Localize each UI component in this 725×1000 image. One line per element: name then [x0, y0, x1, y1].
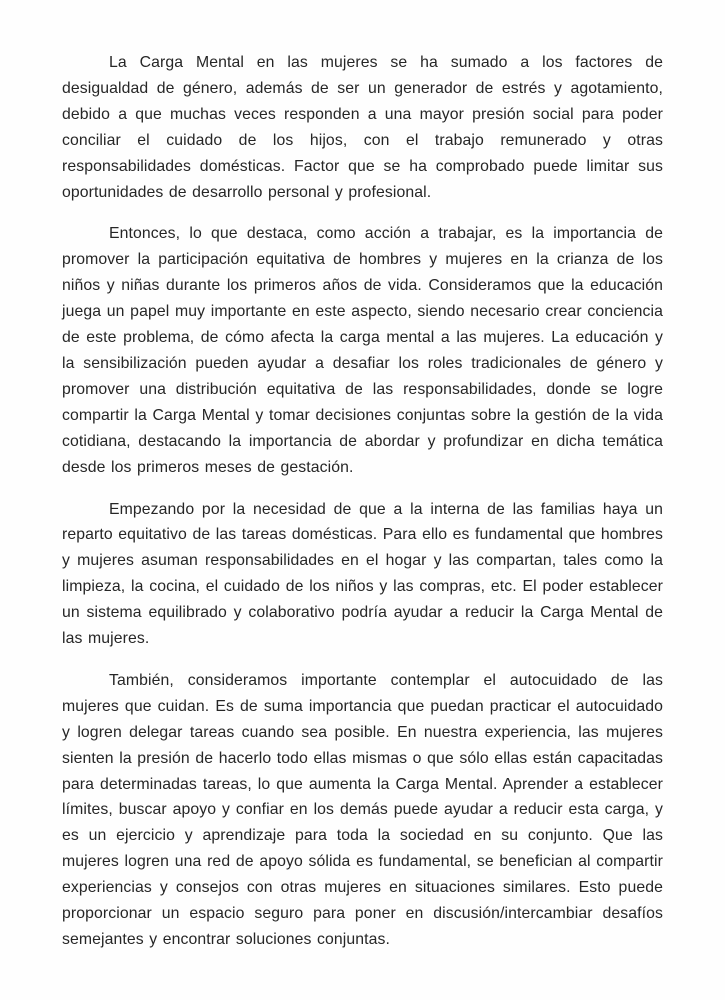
- paragraph-accion-a-trabajar: Entonces, lo que destaca, como acción a trabajar, es la importancia de promover la participación equitativa de hombres y mujeres en la crianza de los niños y niñas durante los primeros años de vida. Consideramos que la educación juega un papel muy importante en este aspecto, siendo necesario crear conciencia de este problema, de cómo afecta la carga mental a las mujeres. La educación y la sensibilización pueden ayudar a desafiar los roles tradicionales de género y promover una distribución equitativa de las responsabilidades, donde se logre compartir la Carga Mental y tomar decisiones conjuntas sobre la gestión de la vida cotidiana, destacando la importancia de abordar y profundizar en dicha temática desde los primeros meses de gestación.: [62, 225, 663, 476]
- paragraph-autocuidado: También, consideramos importante contemplar el autocuidado de las mujeres que cuidan. Es de suma importancia que puedan practicar el autocuidado y logren delegar tareas cuando sea posible. En nuestra experiencia, las mujeres sienten la presión de hacerlo todo ellas mismas o que sólo ellas están capacitadas para determinadas tareas, lo que aumenta la Carga Mental. Aprender a establecer límites, buscar apoyo y confiar en los demás puede ayudar a reducir esta carga, y es un ejercicio y aprendizaje para toda la sociedad en su conjunto. Que las mujeres logren una red de apoyo sólida es fundamental, se benefician al compartir experiencias y consejos con otras mujeres en situaciones similares. Esto puede proporcionar un espacio seguro para poner en discusión/intercambiar desafíos semejantes y encontrar soluciones conjuntas.: [62, 671, 663, 948]
- paragraph-reparto-equitativo: Empezando por la necesidad de que a la interna de las familias haya un reparto equitativo de las tareas domésticas. Para ello es fundamental que hombres y mujeres asuman responsabilidades en el hogar y las compartan, tales como la limpieza, la cocina, el cuidado de los niños y las compras, etc. El poder establecer un sistema equilibrado y colaborativo podría ayudar a reducir la Carga Mental de las mujeres.: [62, 500, 663, 648]
- paragraph-carga-mental-desigualdad: La Carga Mental en las mujeres se ha sumado a los factores de desigualdad de género, además de ser un generador de estrés y agotamiento, debido a que muchas veces responden a una mayor presión social para poder conciliar el cuidado de los hijos, con el trabajo remunerado y otras responsabilidades domésticas. Factor que se ha comprobado puede limitar sus oportunidades de desarrollo personal y profesional.: [62, 54, 663, 201]
